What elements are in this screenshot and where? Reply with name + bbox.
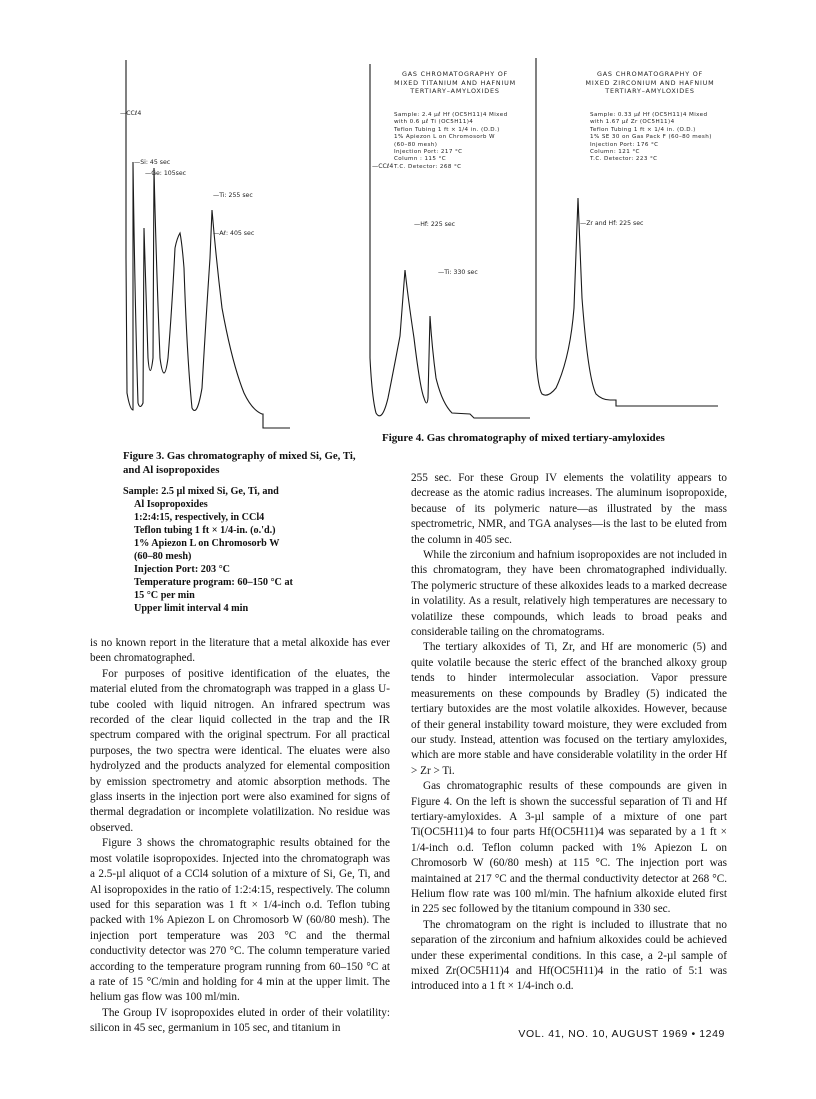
figure3-caption-title: Figure 3. Gas chromatography of mixed Si, Ge, Ti, and Al isopropoxides <box>123 450 356 476</box>
footer-text: VOL. 41, NO. 10, AUGUST 1969 • 1249 <box>518 1028 725 1040</box>
figure3-al-label: —Aℓ: 405 sec <box>213 230 255 237</box>
figure3-caption-details: Sample: 2.5 µl mixed Si, Ge, Ti, and Al Isopropoxides 1:2:4:15, respectively, in CCl4 Teflon tubing 1 ft × 1/4-in. (o.'d.) 1% Apiezon L on Chromosorb W (60–80 mesh) Injection Port: 203 °C Temperature program: 60–150 °C at 15 °C per min Upper limit interval 4 min <box>123 486 293 615</box>
figure3-ti-label: —Ti: 255 sec <box>213 192 253 199</box>
figure4-right-trace <box>536 58 718 406</box>
figure3-trace <box>126 60 290 428</box>
paragraph: The chromatogram on the right is included to illustrate that no separation of the zirconium and hafnium alkoxides could be achieved under these experimental conditions. In this case, a 2-µl sample of mixed Zr(OC5H11)4 and Hf(OC5H11)4 in the ratio of 5:1 was introduced into a 1 ft × 1/4-inch o.d. <box>411 918 727 993</box>
figure4-right-info: Sample: 0.33 µℓ Hf (OC5H11)4 Mixed with 1.67 µℓ Zr (OC5H11)4 Teflon Tubing 1 ft × 1/4 in. (O.D.) 1% SE 30 on Gas Pack F (60–80 mesh) Injection Port: 176 °C Column: 121 °C T.C. Detector: 223 °C <box>590 112 712 163</box>
right-column <box>411 471 727 995</box>
figure4-left-info: Sample: 2.4 µℓ Hf (OC5H11)4 Mixed with 0.6 µℓ Ti (OC5H11)4 Teflon Tubing 1 ft × 1/4 in. (O.D.) 1% Apiezon L on Chromosorb W (60–80 mesh) Injection Port: 217 °C Column : 115 °C T.C. Detector: 268 °C <box>394 112 508 170</box>
paragraph: Figure 3 shows the chromatographic results obtained for the most volatile isopropoxides. Injected into the chromatograph was a 2.5-µl aliquot of a CCl4 solution of a mixture of Si, Ge, Ti, and Al isopropoxides in the ratio of 1:2:4:15, respectively. The column used for this separation was 1 ft × 1/4-inch o.d. Teflon tubing packed with 1% Apiezon L on Chromosorb W (60/80 mesh). The injection port temperature was 203 °C and the thermal conductivity detector was 270 °C. The column temperature varied according to the temperature program running from 60–150 °C at a rate of 15 °C/min and holding for 4 min at the upper limit. The helium gas flow was 100 ml/min. <box>90 837 390 1004</box>
paragraph: 255 sec. For these Group IV elements the volatility appears to decrease as the atomic radius increases. The aluminum isopropoxide, because of its polymeric nature—as illustrated by the mass spectrometric, NMR, and TGA analyses—is the last to be eluted from the column in 405 sec. <box>411 472 727 546</box>
figure4-right-title: GAS CHROMATOGRAPHY OF MIXED ZIRCONIUM AND HAFNIUM TERTIARY–AMYLOXIDES <box>585 70 715 96</box>
paragraph: The tertiary alkoxides of Ti, Zr, and Hf are monomeric (5) and quite volatile because the steric effect of the branched alkoxy group tends to hinder intermolecular association. Vapor pressure measurements on these compounds by Bradley (5) indicated the tertiary butoxides are the most volatile alkoxides. However, because of their general instability toward moisture, they were excluded from our study. Instead, attention was focused on the tertiary amyloxides, which are more stable and have considerable volatility in the order Hf > Zr > Ti. <box>411 641 727 777</box>
figure4-zr-hf-label: —Zr and Hf: 225 sec <box>580 220 644 227</box>
figure3-ge-label: —Ge: 105sec <box>145 170 187 177</box>
paragraph: The Group IV isopropoxides eluted in order of their volatility: silicon in 45 sec, germanium in 105 sec, and titanium in <box>90 1006 390 1035</box>
figure3-si-label: —Si: 45 sec <box>134 159 171 166</box>
paragraph: For purposes of positive identification of the eluates, the material eluted from the chromatograph was trapped in a glass U-tube cooled with liquid nitrogen. An infrared spectrum was recorded of the clear liquid collected in the trap and the IR spectrum compared with the original spectrum. For all practical purposes, the two spectra were identical. The eluates were also hydrolyzed and the products analyzed for elemental composition by emission spectrometry and atomic absorption methods. The glass inserts in the injection port were also examined for signs of thermal degradation or incomplete volatilization. No residue was observed. <box>90 667 390 834</box>
figure4-ti-label: —Ti: 330 sec <box>438 269 478 276</box>
figure4-left-title: GAS CHROMATOGRAPHY OF MIXED TITANIUM AND HAFNIUM TERTIARY–AMYLOXIDES <box>394 70 516 96</box>
figure3-ccl4-label: —CCℓ4 <box>120 110 142 117</box>
paragraph: is no known report in the literature that a metal alkoxide has ever been chromatographed. <box>90 637 390 665</box>
left-column <box>90 636 390 1037</box>
page-footer <box>505 1028 725 1040</box>
figure4-hf-label: —Hf: 225 sec <box>414 221 456 228</box>
paragraph: While the zirconium and hafnium isopropoxides are not included in this chromatogram, they have been chromatographed individually. The polymeric structure of these alkoxides leads to a marked decrease in volatility. As a result, relatively high temperatures are necessary to volatilize these compounds, which leads to broad peaks and considerable tailing on the chromatograms. <box>411 549 727 639</box>
figure3-caption <box>123 450 363 615</box>
figure4-ccl4-label: —CCℓ4 <box>372 163 394 170</box>
figure4-caption: Figure 4. Gas chromatography of mixed tertiary-amyloxides <box>382 432 665 444</box>
paragraph: Gas chromatographic results of these compounds are given in Figure 4. On the left is shown the successful separation of Ti and Hf tertiary-amyloxides. A 3-µl sample of a mixture of one part Ti(OC5H11)4 to four parts Hf(OC5H11)4 was separated by a 1 ft × 1/4-inch o.d. Teflon column packed with 1% Apiezon L on Chromosorb W (60/80 mesh) at 115 °C. The injection port was maintained at 217 °C and the thermal conductivity detector at 268 °C. Helium flow rate was 100 ml/min. The hafnium alkoxide eluted first in 225 sec followed by the titanium compound in 330 sec. <box>411 780 727 916</box>
